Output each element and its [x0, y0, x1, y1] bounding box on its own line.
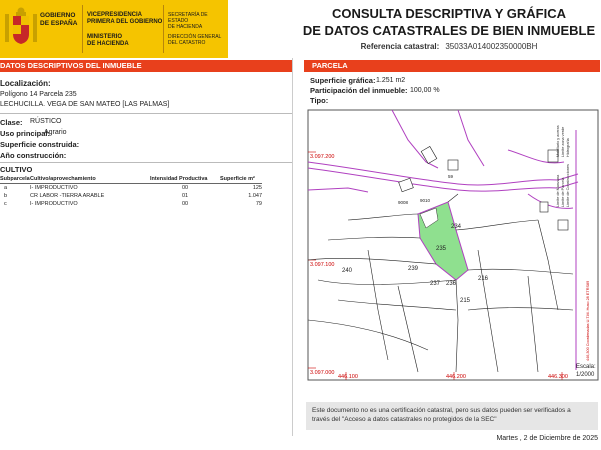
cadastral-map: [308, 110, 598, 380]
parcel-label: 237: [430, 281, 441, 287]
table-row: [0, 200, 262, 208]
cell-intensity: 00: [181, 185, 189, 191]
map-canvas: [308, 110, 598, 380]
parcel-label: 234: [451, 224, 462, 230]
col-subparcel: Subparcela: [0, 176, 30, 182]
col-crop: Cultivo/aprovechamiento: [30, 175, 150, 184]
class-label: Clase:: [0, 118, 23, 127]
col-intensity: Intensidad Productiva: [150, 175, 220, 184]
parcel-label: 236: [446, 281, 457, 287]
legend-item: Mobiliario y aceras: [556, 125, 560, 157]
ministry-name: MINISTERIO DE HACIENDA: [87, 34, 129, 47]
disclaimer-line2: través del "Acceso a datos catastrales no protegidos de la SEC": [312, 416, 497, 423]
section-header-descriptive: DATOS DESCRIPTIVOS DEL INMUEBLE: [0, 60, 292, 72]
construction-year-label: Año construcción:: [0, 151, 67, 160]
parcel-label: 215: [460, 298, 471, 304]
coord-label-east-3: 446.300: [548, 374, 568, 380]
cell-area: 125: [252, 185, 262, 191]
utm-side-label: [582, 250, 592, 362]
cell-intensity: 00: [181, 201, 189, 207]
legend-item: Límite zona verde: [561, 126, 565, 157]
cadastral-reference: [300, 42, 598, 51]
legend-item: Límite de Construcciones: [566, 164, 570, 207]
crop-section-title: CULTIVO: [0, 165, 33, 174]
section-header-parcel: PARCELA: [304, 60, 600, 72]
crop-table: [0, 175, 262, 208]
cell-intensity: 01: [181, 193, 189, 199]
cell-crop: CR LABOR -TIERRA ARABLE: [30, 193, 105, 199]
secretariat-name: SECRETARÍA DE ESTADO DE HACIENDA: [168, 12, 208, 30]
ref-label: Referencia catastral:: [360, 42, 440, 51]
col-area: Superficie m²: [220, 175, 262, 184]
graphic-area-label: Superficie gráfica:: [310, 76, 376, 85]
map-legend: [556, 120, 598, 210]
document-title-line2: DE DATOS CATASTRALES DE BIEN INMUEBLE: [302, 23, 596, 38]
crop-table-header: [0, 175, 262, 184]
location-label: Localización:: [0, 79, 51, 88]
cell-subparcel: a: [4, 185, 8, 191]
cell-area: 79: [255, 201, 262, 207]
built-area-label: Superficie construida:: [0, 140, 80, 149]
legend-item: Límite de Manzana: [556, 174, 560, 207]
participation-label: Participación del inmueble:: [310, 86, 408, 95]
parcel-label: 240: [342, 268, 353, 274]
svg-text:446,300 Coordenadas U.T.M. Hus: 446,300 Coordenadas U.T.M. Huso 28 ETRS89: [586, 280, 590, 361]
divider: [0, 162, 292, 163]
disclaimer-line1: Este documento no es una certificación catastral, pero sus datos pueden ser verificados a: [312, 407, 571, 414]
coord-label-north-top: 3.097.200: [310, 154, 335, 160]
cell-subparcel: b: [4, 193, 8, 199]
divider: [0, 113, 292, 114]
location-line1: Polígono 14 Parcela 235: [0, 91, 77, 98]
parcel-label: 59: [448, 174, 454, 179]
ministry-logo-block: [0, 0, 228, 58]
class-value: RÚSTICO: [30, 118, 62, 125]
coord-label-north-bot: 3.097.000: [310, 370, 335, 376]
table-row: [0, 192, 262, 200]
vicepresidency-name: VICEPRESIDENCIA PRIMERA DEL GOBIERNO: [87, 12, 163, 25]
type-label: Tipo:: [310, 96, 329, 105]
table-row: [0, 184, 262, 193]
coord-label-east-2: 446.200: [446, 374, 466, 380]
disclaimer-note: [306, 402, 598, 430]
main-use-label: Uso principal:: [0, 129, 51, 138]
document-title-line1: CONSULTA DESCRIPTIVA Y GRÁFICA: [331, 6, 566, 21]
parcel-label: 235: [436, 246, 447, 252]
coord-label-east-1: 446.100: [338, 374, 358, 380]
gov-name: GOBIERNO DE ESPAÑA: [40, 12, 78, 27]
cell-subparcel: c: [4, 201, 7, 207]
cell-area: 1.047: [248, 193, 262, 199]
cell-crop: I- IMPRODUCTIVO: [30, 201, 78, 207]
parcel-label: 9008: [398, 200, 409, 205]
scale-label: Escala:: [576, 364, 596, 370]
directorate-name: DIRECCIÓN GENERAL DEL CATASTRO: [168, 34, 222, 46]
participation-value: 100,00 %: [410, 87, 440, 94]
parcel-label: 9010: [420, 198, 431, 203]
graphic-area-value: 1.251 m2: [376, 77, 406, 84]
main-use-value: Agrario: [44, 129, 67, 136]
cell-crop: I- IMPRODUCTIVO: [30, 185, 78, 191]
divider: [163, 5, 164, 53]
scale-value: 1/2000: [576, 372, 595, 378]
document-date: Martes , 2 de Diciembre de 2025: [496, 435, 598, 442]
ref-value: 35033A014002350000BH: [445, 42, 538, 51]
parcel-label: 216: [478, 276, 489, 282]
legend-item: Hidrografía: [566, 138, 570, 157]
coord-label-north-mid: 3.097.100: [310, 262, 335, 268]
coat-of-arms-icon: [4, 6, 38, 50]
divider: [82, 5, 83, 53]
legend-item: Límite de Parcela: [561, 177, 565, 207]
parcel-label: 239: [408, 266, 419, 272]
location-line2: LECHUCILLA. VEGA DE SAN MATEO [LAS PALMAS]: [0, 101, 170, 108]
